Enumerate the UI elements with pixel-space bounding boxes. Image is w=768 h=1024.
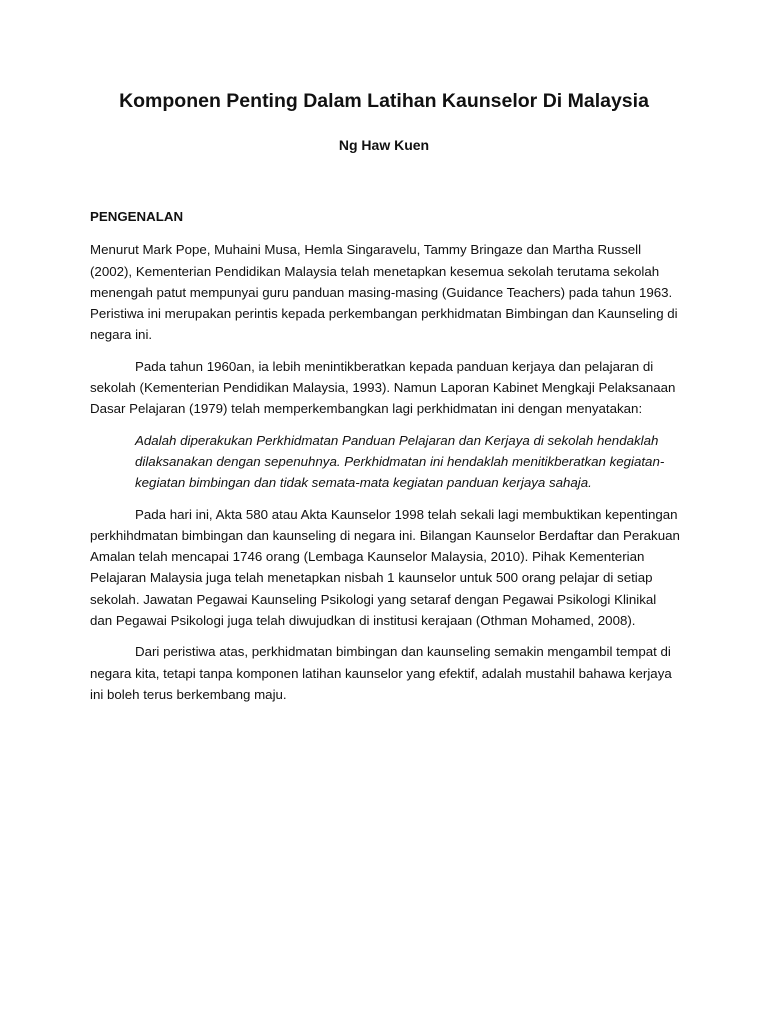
document-title: Komponen Penting Dalam Latihan Kaunselor Di Malaysia: [119, 90, 649, 112]
block-quote: Adalah diperakukan Perkhidmatan Panduan Pelajaran dan Kerjaya di sekolah hendaklah dilaksanakan dengan sepenuhnya. Perkhidmatan ini hendaklah menitikberatkan kegiatan-kegiatan bimbingan dan tidak semata-mata kegiatan panduan kerjaya sahaja.: [135, 432, 665, 491]
section-heading: PENGENALAN: [90, 209, 184, 224]
paragraph-2: Pada tahun 1960an, ia lebih menintikberatkan kepada panduan kerjaya dan pelajaran di sekolah (Kementerian Pendidikan Malaysia, 1993). Namun Laporan Kabinet Mengkaji Pelaksanaan Dasar Pelajaran (1979) telah memperkembangkan lagi perkhidmatan ini dengan menyatakan:: [90, 358, 676, 417]
paragraph-3: Pada hari ini, Akta 580 atau Akta Kaunselor 1998 telah sekali lagi membuktikan kepentingan perkhihdmatan bimbingan dan kaunseling di negara ini. Bilangan Kaunselor Berdaftar dan Perakuan Amalan telah mencapai 1746 orang (Lembaga Kaunselor Malaysia, 2010). Pihak Kementerian Pelajaran Malaysia juga telah menetapkan nisbah 1 kaunselor untuk 500 orang pelajar di setiap sekolah. Jawatan Pegawai Kaunseling Psikologi yang setaraf dengan Pegawai Psikologi Klinikal dan Pegawai Psikologi juga telah diwujudkan di institusi kerajaan (Othman Mohamed, 2008).: [90, 506, 680, 629]
paragraph-4: Dari peristiwa atas, perkhidmatan bimbingan dan kaunseling semakin mengambil tempat di negara kita, tetapi tanpa komponen latihan kaunselor yang efektif, adalah mustahil bahawa kerjaya ini boleh terus berkembang maju.: [90, 644, 672, 702]
document-body: [90, 206, 680, 715]
paragraph-1: Menurut Mark Pope, Muhaini Musa, Hemla Singaravelu, Tammy Bringaze dan Martha Russell (2002), Kementerian Pendidikan Malaysia telah menetapkan kesemua sekolah terutama sekolah menengah patut mempunyai guru panduan masing-masing (Guidance Teachers) pada tahun 1963. Peristiwa ini merupakan perintis kepada perkembangan perkhidmatan Bimbingan dan Kaunseling di negara ini.: [90, 242, 678, 343]
document-author: Ng Haw Kuen: [338, 137, 430, 153]
